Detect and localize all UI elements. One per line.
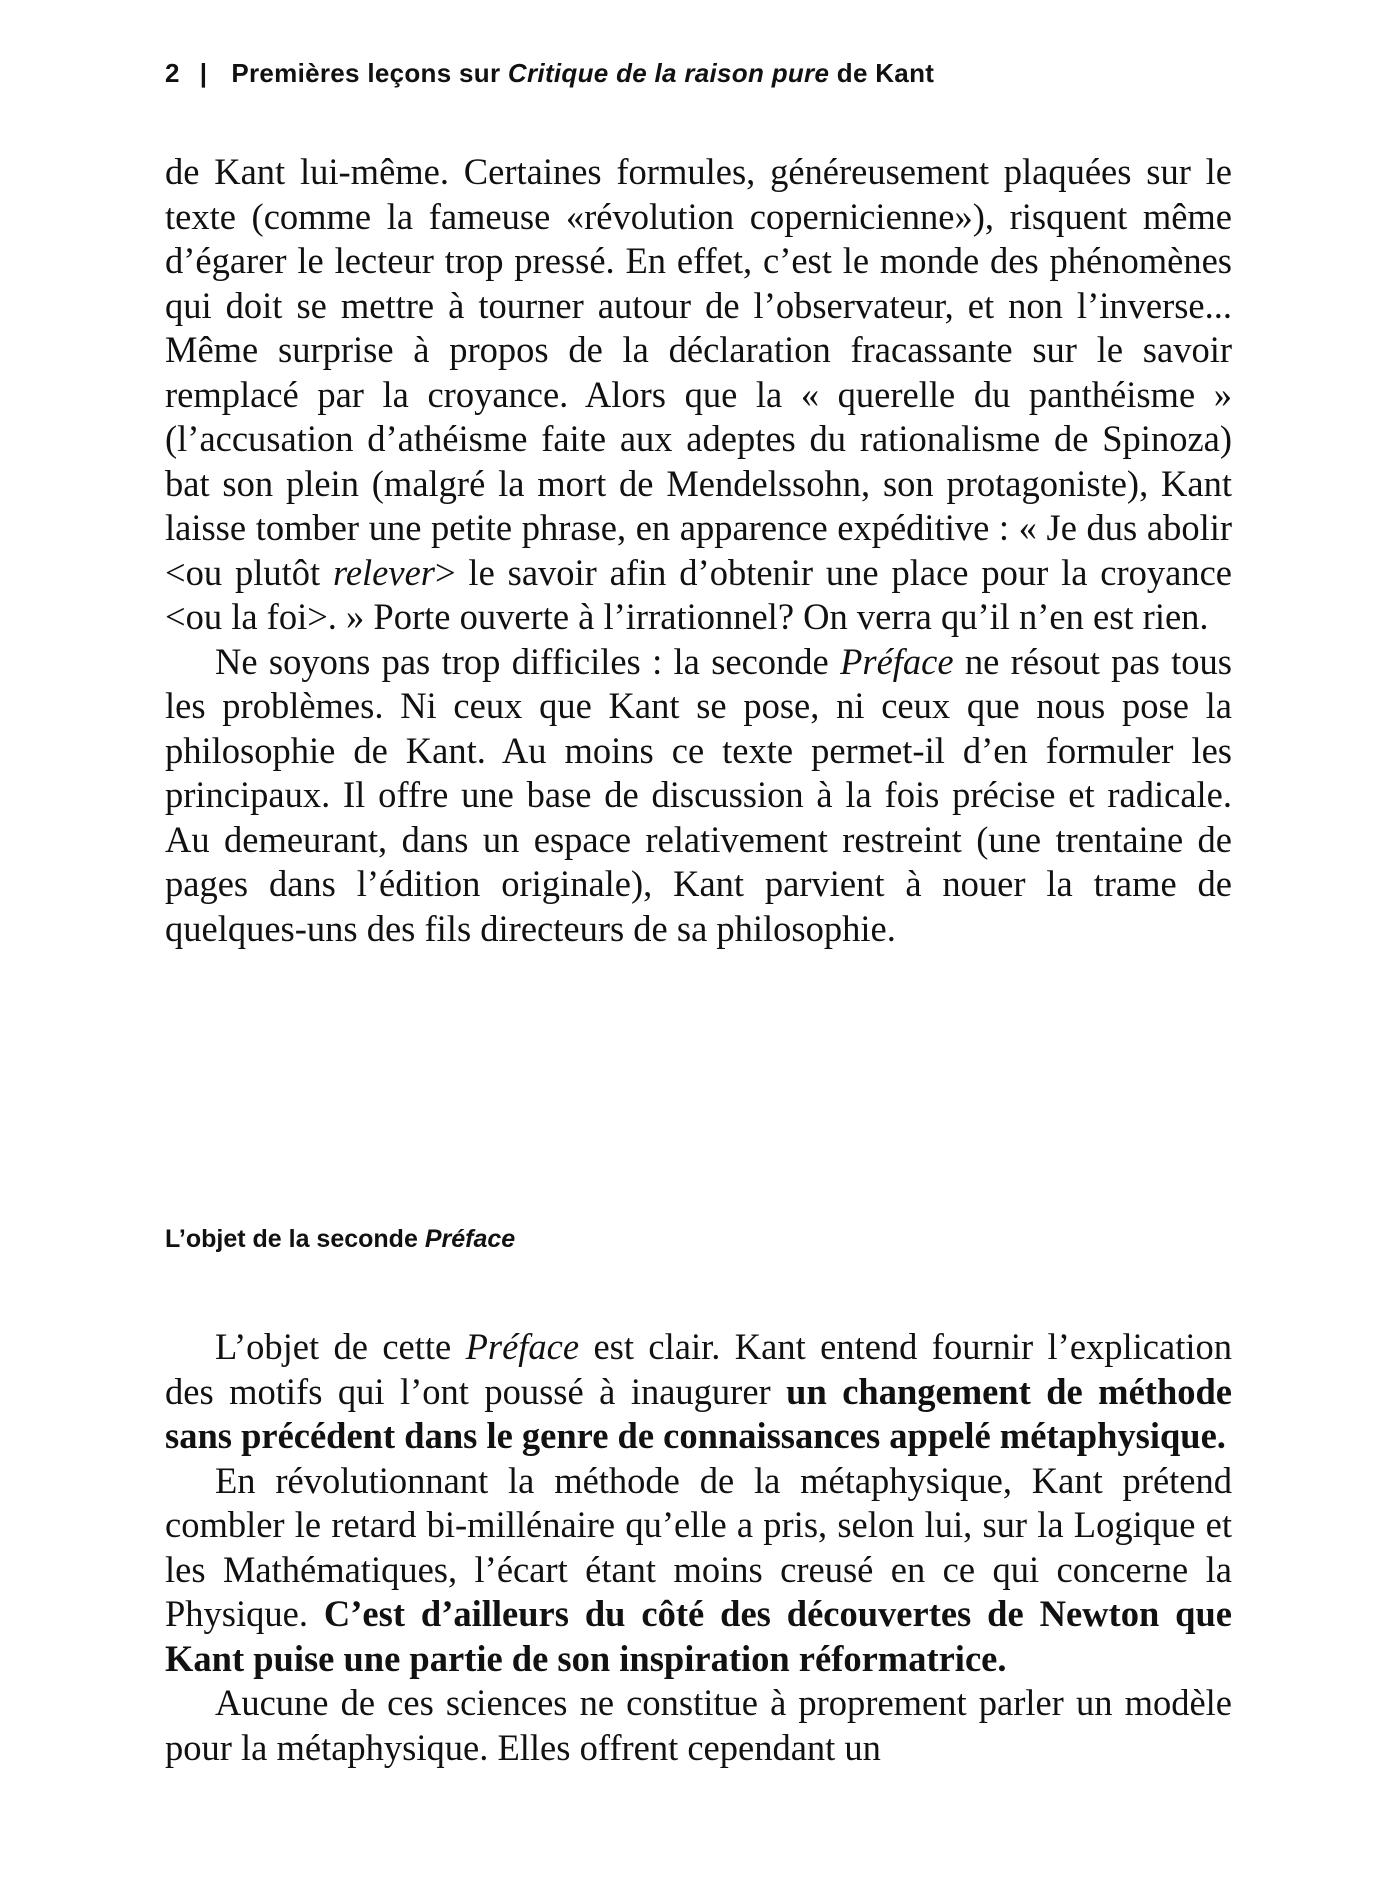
text-run: est clair. Kant entend fournir l’explication des motifs qui l’ont poussé à inaugurer <box>165 1326 1232 1412</box>
page-number: 2 <box>165 58 180 88</box>
body-text-block-1 <box>165 150 1232 951</box>
running-head <box>165 58 934 89</box>
italic-text-run: Préface <box>465 1326 580 1367</box>
bold-text-run: C’est d’ailleurs du côté des découvertes de Newton que Kant puise une partie de son inspiration réformatrice. <box>165 1593 1232 1679</box>
section-heading <box>165 1225 515 1254</box>
text-run: L’objet de cette <box>215 1326 466 1367</box>
paragraph <box>165 150 1232 640</box>
header-title-text: Premières leçons sur <box>231 58 501 88</box>
text-run: de Kant lui-même. Certaines formules, généreusement plaquées sur le texte (comme la fameuse «révolution copernicienne»), risquent même d’égarer le lecteur trop pressé. En effet, c’est le monde des phénomènes qui doit se mettre à tourner autour de l’observateur, et non l’inverse... Même surprise à propos de la déclaration fracassante sur le savoir remplacé par la croyance. Alors que la « querelle du panthéisme » (l’accusation d’athéisme faite aux adeptes du rationalisme de Spinoza) bat son plein (malgré la mort de Mendelssohn, son protagoniste), Kant laisse tomber une petite phrase, en apparence expéditive : « Je dus abolir <ou plutôt <box>165 151 1232 593</box>
italic-text-run: Préface <box>840 640 954 682</box>
paragraph <box>165 1325 1232 1459</box>
header-title-italic: Critique de la raison pure <box>507 58 830 88</box>
paragraph <box>165 1681 1232 1770</box>
text-run: ne résout pas tous les problèmes. Ni ceux que Kant se pose, ni ceux que nous pose la philosophie de Kant. Au moins ce texte permet-il d’en formuler les principaux. Il offre une base de discussion à la fois précise et radicale. Au demeurant, dans un espace relativement restreint (une trentaine de pages dans l’édition originale), Kant parvient à nouer la trame de quelques-uns des fils directeurs de sa philosophie. <box>165 640 1232 949</box>
italic-text-run: relever <box>332 551 435 593</box>
bold-text-run: un changement de méthode sans précédent dans le genre de connaissances appelé métaphysique. <box>165 1370 1232 1456</box>
text-run: En révolutionnant la méthode de la métaphysique, Kant prétend combler le retard bi-millénaire qu’elle a pris, selon lui, sur la Logique et les Mathématiques, l’écart étant moins creusé en ce qui concerne la Physique. <box>165 1459 1232 1634</box>
section-heading-text: L’objet de la seconde <box>165 1225 418 1253</box>
header-separator: | <box>199 58 208 88</box>
paragraph <box>165 1459 1232 1682</box>
header-title-tail: de Kant <box>836 58 935 88</box>
text-run: Ne soyons pas trop difficiles : la seconde <box>215 640 841 682</box>
text-run: Aucune de ces sciences ne constitue à proprement parler un modèle pour la métaphysique. Elles offrent cependant un <box>165 1682 1232 1768</box>
section-heading-italic: Préface <box>424 1225 516 1253</box>
paragraph <box>165 640 1232 952</box>
text-run: > le savoir afin d’obtenir une place pour la croyance <ou la foi>. » Porte ouverte à l’irrationnel? On verra qu’il n’en est rien. <box>165 551 1233 637</box>
body-text-block-2 <box>165 1325 1232 1770</box>
